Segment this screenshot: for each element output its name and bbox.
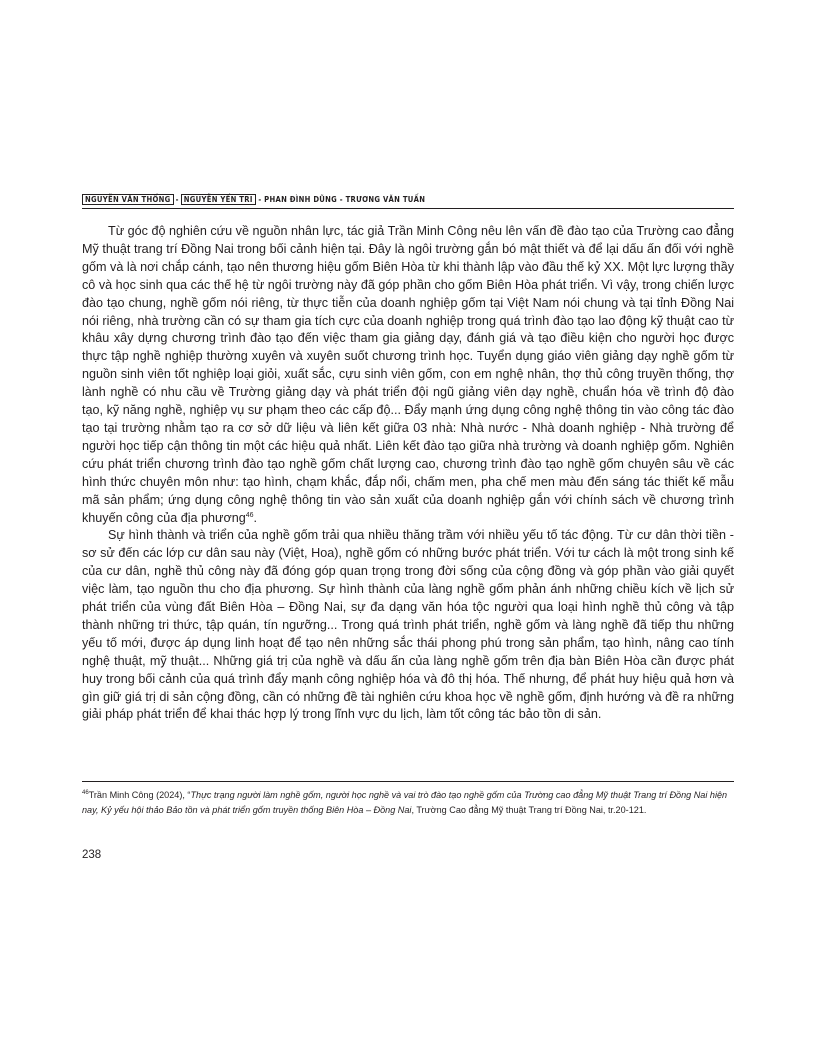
header-authors-rest: - PHAN ĐÌNH DŨNG - TRƯƠNG VĂN TUẤN (258, 195, 426, 204)
header-separator: - (175, 195, 179, 204)
footnote-author: Trần Minh Công (2024), “ (88, 790, 191, 800)
footnote (82, 788, 734, 818)
header-author-1: NGUYỄN VĂN THỐNG (82, 194, 174, 205)
header-rule (82, 208, 734, 209)
footnote-number: 46 (82, 789, 89, 796)
footnote-source: , Trường Cao đẳng Mỹ thuật Trang trí Đồng Nai, tr.20-121. (411, 805, 647, 816)
header-author-2: NGUYỄN YẾN TRI (181, 194, 256, 205)
running-header (82, 194, 734, 205)
body-text (82, 223, 734, 724)
footnote-title: Thực trạng người làm nghề gốm, người học nghề và vai trò đào tạo nghề gốm của Trường cao đẳng Mỹ thuật Trang trí Đồng Nai hiện nay, Kỷ yếu hội thảo Bảo tồn và phát triển gốm truyền thống Biên Hòa – Đồng Nai (82, 790, 728, 816)
footnote-rule (82, 781, 734, 782)
paragraph-1-text: Từ góc độ nghiên cứu về nguồn nhân lực, tác giả Trần Minh Công nêu lên vấn đề đào tạo của Trường cao đẳng Mỹ thuật trang trí Đồng Nai trong bối cảnh hiện tại. Đây là ngôi trường gắn bó mật thiết và để lại dấu ấn đối với nghề gốm và là nơi chắp cánh, tạo nên thương hiệu gốm Biên Hòa từ khi thành lập vào đầu thế kỷ XX. Một lực lượng thầy cô và học sinh qua các thế hệ từ ngôi trường này đã góp phần cho gốm Biên Hòa phát triển. Vì vậy, trong chiến lược đào tạo chung, nghề gốm nói riêng, từ thực tiễn của doanh nghiệp gốm tại Việt Nam nói chung và tại tỉnh Đồng Nai nói riêng, nhà trường cần có sự tham gia tích cực của doanh nghiệp trong quá trình đào tạo lao động kỹ thuật cao từ khâu xây dựng chương trình đào tạo đến việc tham gia giảng dạy, đánh giá và tạo điều kiện cho người học được thực tập nghề nghiệp thường xuyên và xuyên suốt chương trình học. Tuyển dụng giáo viên giảng dạy nghề gốm từ nguồn sinh viên tốt nghiệp loại giỏi, xuất sắc, cựu sinh viên gốm, con em nghệ nhân, thợ thủ công truyền thống, thợ lành nghề có nhu cầu về Trường giảng dạy và phát triển đội ngũ giảng viên dạy nghề, chuẩn hóa về trình độ đào tạo, kỹ năng nghề, nghiệp vụ sư phạm theo các cấp độ... Đẩy mạnh ứng dụng công nghệ thông tin vào công tác đào tạo tại trường nhằm tạo ra cơ sở dữ liệu và liên kết giữa 03 nhà: Nhà nước - Nhà doanh nghiệp - Nhà trường để người học tiếp cận thông tin một các hiệu quả nhất. Liên kết đào tạo giữa nhà trường và doanh nghiệp gốm. Nghiên cứu phát triển chương trình đào tạo nghề gốm chất lượng cao, chương trình đào tạo nghề gốm chuyên sâu về các hình thức chuyên môn như: tạo hình, chạm khắc, đắp nổi, chấm men, pha chế men màu đến sáng tác thiết kế mẫu mã sản phẩm; ứng dụng công nghệ thông tin vào sản xuất của doanh nghiệp gắn với chính sách về chương trình khuyến công của địa phương (82, 224, 734, 525)
paragraph-2: Sự hình thành và triển của nghề gốm trải qua nhiều thăng trầm với nhiều yếu tố tác động. Từ cư dân thời tiền - sơ sử đến các lớp cư dân sau này (Việt, Hoa), nghề gốm có những bước phát triển. Với tư cách là một trong sinh kế của cư dân, nghề thủ công này đã đóng góp quan trọng trong đời sống của cộng đồng và góp phần vào giải quyết việc làm, tạo nguồn thu cho địa phương. Sự hình thành của làng nghề gốm phản ánh những chiều kích về lịch sử phát triển của vùng đất Biên Hòa – Đồng Nai, sự đa dạng văn hóa tộc người qua loại hình nghề thủ công và tập thành những tri thức, tập quán, tín ngưỡng... Trong quá trình phát triển, nghề gốm và làng nghề đã tiếp thu những yếu tố mới, được áp dụng linh hoạt để tạo nên những sắc thái phong phú trong sản phẩm, tạo hình, nâng cao tính nghệ thuật, mỹ thuật... Những giá trị của nghề và dấu ấn của làng nghề gốm trên địa bàn Biên Hòa cần được phát huy trong bối cảnh của quá trình đẩy mạnh công nghiệp hóa và đô thị hóa. Thế nhưng, để phát huy hiệu quả hơn và gìn giữ giá trị di sản cộng đồng, cần có những đề tài nghiên cứu khoa học về nghề gốm, định hướng và đề ra những giải pháp phát triển để khai thác hợp lý trong lĩnh vực du lịch, làm tốt công tác bảo tồn di sản. (82, 528, 734, 722)
paragraph-1: Từ góc độ nghiên cứu về nguồn nhân lực, tác giả Trần Minh Công nêu lên vấn đề đào tạo của Trường cao đẳng Mỹ thuật trang trí Đồng Nai trong bối cảnh hiện tại. Đây là ngôi trường gắn bó mật thiết và để lại dấu ấn đối với nghề gốm và là nơi chắp cánh, tạo nên thương hiệu gốm Biên Hòa từ khi thành lập vào đầu thế kỷ XX. Một lực lượng thầy cô và học sinh qua các thế hệ từ ngôi trường này đã góp phần cho gốm Biên Hòa phát triển. Vì vậy, trong chiến lược đào tạo chung, nghề gốm nói riêng, từ thực tiễn của doanh nghiệp gốm tại Việt Nam nói chung và tại tỉnh Đồng Nai nói riêng, nhà trường cần có sự tham gia tích cực của doanh nghiệp trong quá trình đào tạo lao động kỹ thuật cao từ khâu xây dựng chương trình đào tạo đến việc tham gia giảng dạy, đánh giá và tạo điều kiện cho người học được thực tập nghề nghiệp thường xuyên và xuyên suốt chương trình học. Tuyển dụng giáo viên giảng dạy nghề gốm từ nguồn sinh viên tốt nghiệp loại giỏi, xuất sắc, cựu sinh viên gốm, con em nghệ nhân, thợ thủ công truyền thống, thợ lành nghề có nhu cầu về Trường giảng dạy và phát triển đội ngũ giảng viên dạy nghề, chuẩn hóa về trình độ đào tạo, kỹ năng nghề, nghiệp vụ sư phạm theo các cấp độ... Đẩy mạnh ứng dụng công nghệ thông tin vào công tác đào tạo tại trường nhằm tạo ra cơ sở dữ liệu và liên kết giữa 03 nhà: Nhà nước - Nhà doanh nghiệp - Nhà trường để người học tiếp cận thông tin một các hiệu quả nhất. Liên kết đào tạo giữa nhà trường và doanh nghiệp gốm. Nghiên cứu phát triển chương trình đào tạo nghề gốm chất lượng cao, chương trình đào tạo nghề gốm chuyên sâu về các hình thức chuyên môn như: tạo hình, chạm khắc, đắp nổi, chấm men, pha chế men màu đến sáng tác thiết kế mẫu mã sản phẩm; ứng dụng công nghệ thông tin vào sản xuất của doanh nghiệp gắn với chính sách về chương trình khuyến công của địa phương$^{46}$. (82, 224, 734, 525)
footnote-ref: 46 (245, 511, 254, 519)
page-number: 238 (82, 849, 102, 861)
